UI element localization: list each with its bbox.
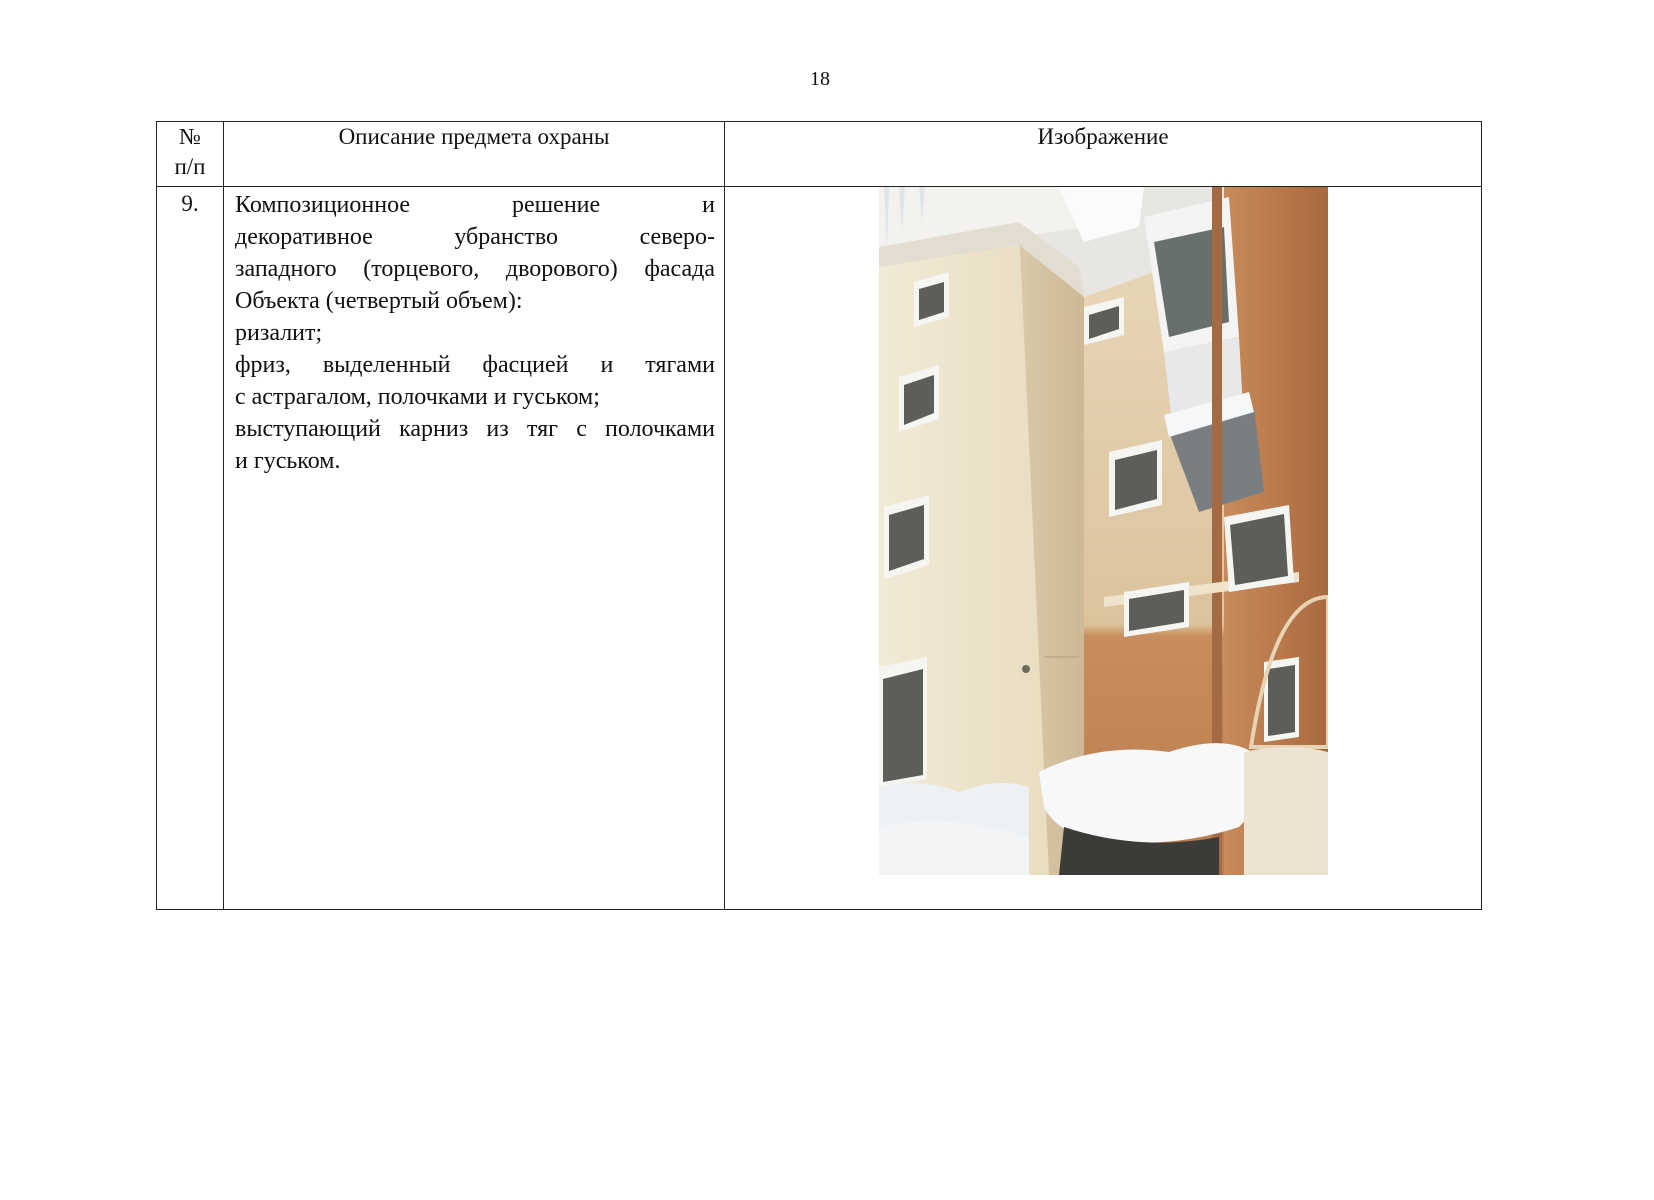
page-number: 18 — [810, 68, 830, 90]
row-image — [725, 187, 1482, 910]
description-line: декоративное убранство северо- — [235, 224, 715, 250]
header-description: Описание предмета охраны — [224, 122, 725, 187]
heritage-table — [156, 121, 1482, 910]
description-line: с астрагалом, полочками и гуськом; — [235, 384, 600, 410]
header-number: № п/п — [157, 122, 224, 187]
row-description — [224, 187, 725, 910]
description-line: и гуськом. — [235, 448, 341, 474]
description-line: западного (торцевого, дворового) фасада — [235, 256, 715, 282]
facade-photo — [879, 187, 1328, 875]
row-number: 9. — [157, 187, 224, 910]
description-line: Объекта (четвертый объем): — [235, 288, 523, 314]
facade-photo-drawing — [879, 187, 1328, 875]
header-image: Изображение — [725, 122, 1482, 187]
description-line: ризалит; — [235, 320, 323, 346]
description-line: выступающий карниз из тяг с полочками — [235, 416, 715, 442]
table-row — [157, 187, 1482, 910]
description-line: фриз, выделенный фасцией и тягами — [235, 352, 715, 378]
table-header-row — [157, 122, 1482, 187]
description-line: Композиционное решение и — [235, 192, 715, 218]
